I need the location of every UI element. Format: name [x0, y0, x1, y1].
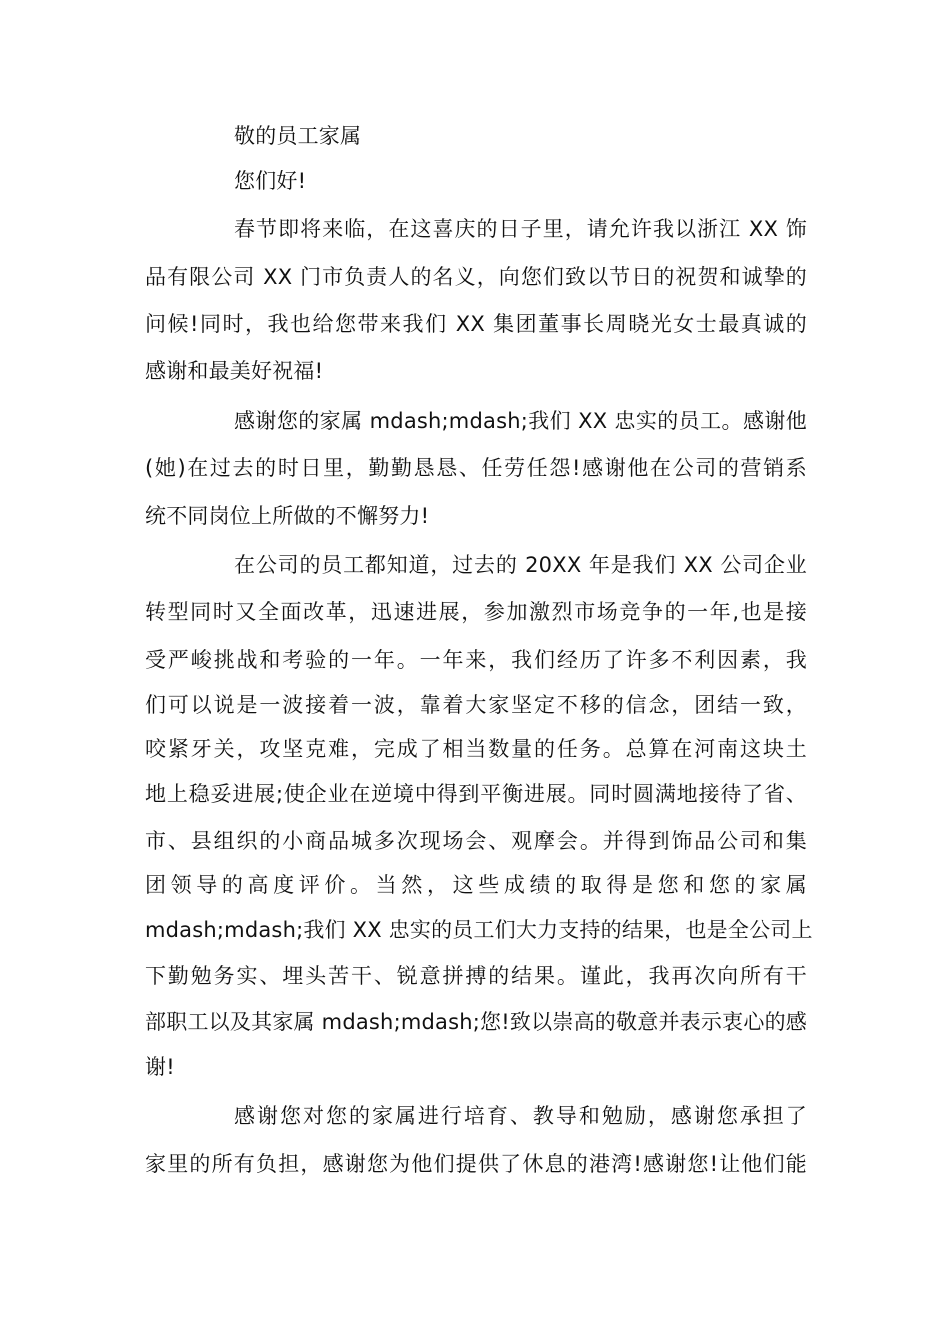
paragraph-3-line-7: 市、县组织的小商品城多次现场会、观摩会。并得到饰品公司和集 — [145, 829, 807, 853]
paragraph-3-line-8: 团领导的高度评价。当然，这些成绩的取得是您和您的家属 — [145, 873, 807, 897]
paragraph-3-line-6: 地上稳妥进展;使企业在逆境中得到平衡进展。同时圆满地接待了省、 — [145, 782, 807, 806]
paragraph-4-line-2: 家里的所有负担，感谢您为他们提供了休息的港湾!感谢您!让他们能 — [145, 1152, 807, 1176]
paragraph-3-line-4: 们可以说是一波接着一波，靠着大家坚定不移的信念，团结一致， — [145, 693, 807, 717]
paragraph-3-line-5: 咬紧牙关，攻坚克难，完成了相当数量的任务。总算在河南这块土 — [145, 737, 807, 761]
paragraph-1-line-4: 感谢和最美好祝福! — [145, 359, 324, 383]
salutation-line: 敬的员工家属 — [234, 124, 362, 148]
paragraph-3-line-12: 谢! — [145, 1055, 175, 1079]
paragraph-3-line-11: 部职工以及其家属 mdash;mdash;您!致以崇高的敬意并表示衷心的感 — [145, 1010, 807, 1034]
paragraph-2-line-2: (她)在过去的时日里，勤勤恳恳、任劳任怨!感谢他在公司的营销系 — [145, 456, 807, 480]
paragraph-3-line-1: 在公司的员工都知道，过去的 20XX 年是我们 XX 公司企业 — [234, 553, 807, 577]
paragraph-3-line-9: mdash;mdash;我们 XX 忠实的员工们大力支持的结果，也是全公司上 — [145, 918, 813, 942]
paragraph-2-line-1: 感谢您的家属 mdash;mdash;我们 XX 忠实的员工。感谢他 — [234, 409, 807, 433]
paragraph-1-line-2: 品有限公司 XX 门市负责人的名义，向您们致以节日的祝贺和诚挚的 — [145, 265, 807, 289]
paragraph-3-line-2: 转型同时又全面改革，迅速进展，参加激烈市场竞争的一年,也是接 — [145, 600, 807, 624]
paragraph-1-line-1: 春节即将来临，在这喜庆的日子里，请允许我以浙江 XX 饰 — [234, 217, 807, 241]
paragraph-3-line-3: 受严峻挑战和考验的一年。一年来，我们经历了许多不利因素，我 — [145, 648, 807, 672]
greeting-line: 您们好! — [234, 169, 307, 193]
paragraph-1-line-3: 问候!同时，我也给您带来我们 XX 集团董事长周晓光女士最真诚的 — [145, 312, 807, 336]
paragraph-4-line-1: 感谢您对您的家属进行培育、教导和勉励，感谢您承担了 — [234, 1104, 807, 1128]
paragraph-3-line-10: 下勤勉务实、埋头苦干、锐意拼搏的结果。谨此，我再次向所有干 — [145, 964, 807, 988]
paragraph-2-line-3: 统不同岗位上所做的不懈努力! — [145, 504, 430, 528]
